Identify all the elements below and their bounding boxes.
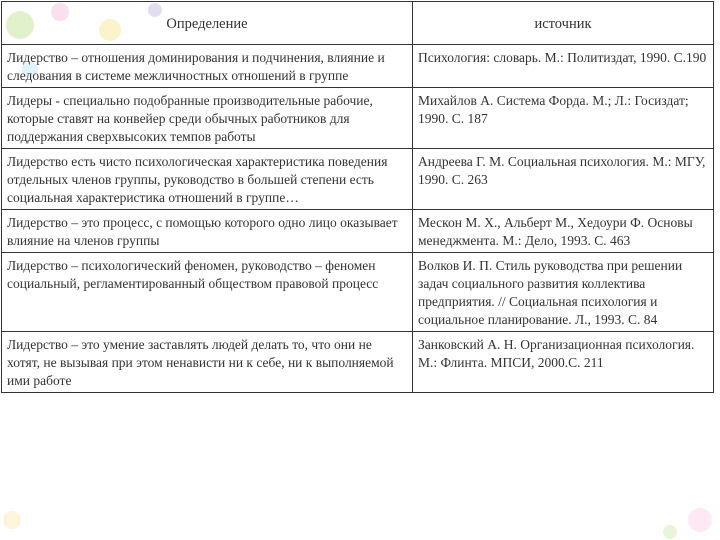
source-cell: Психология: словарь. М.: Политиздат, 1990. С.190	[413, 45, 714, 88]
definition-cell: Лидерство – отношения доминирования и подчинения, влияние и следования в системе межличностных отношений в группе	[2, 45, 413, 88]
table-row	[2, 210, 714, 253]
definition-cell: Лидерство есть чисто психологическая характеристика поведения отдельных членов группы, руководство в большей степени есть социальная характеристика отношений в группе…	[2, 149, 413, 210]
source-cell: Волков И. П. Стиль руководства при решении задач социального развития коллектива предприятия. // Социальная психология и социальное планирование. Л., 1993. С. 84	[413, 253, 714, 332]
header-source: источник	[413, 2, 714, 45]
deco-dot	[688, 508, 712, 532]
header-definition: Определение	[2, 2, 413, 45]
table-row	[2, 88, 714, 149]
source-cell: Михайлов А. Система Форда. М.; Л.: Госиздат; 1990. С. 187	[413, 88, 714, 149]
deco-dot	[3, 511, 21, 529]
deco-dot	[663, 525, 677, 539]
table-row	[2, 45, 714, 88]
source-cell: Мескон М. Х., Альберт М., Хедоури Ф. Основы менеджмента. М.: Дело, 1993. С. 463	[413, 210, 714, 253]
source-cell: Андреева Г. М. Социальная психология. М.: МГУ, 1990. С. 263	[413, 149, 714, 210]
table-header-row	[2, 2, 714, 45]
definition-cell: Лидерство – психологический феномен, руководство – феномен социальный, регламентированный обществом правовой процесс	[2, 253, 413, 332]
definition-cell: Лидерство – это умение заставлять людей делать то, что они не хотят, не вызывая при этом ненависти ни к себе, ни к выполняемой ими работе	[2, 332, 413, 393]
table-row	[2, 149, 714, 210]
definitions-table	[1, 1, 714, 393]
table-row	[2, 332, 714, 393]
source-cell: Занковский А. Н. Организационная психология. М.: Флинта. МПСИ, 2000.С. 211	[413, 332, 714, 393]
definition-cell: Лидеры - специально подобранные производительные рабочие, которые ставят на конвейер среди обычных работников для поддержания сверхвысоких темпов работы	[2, 88, 413, 149]
definition-cell: Лидерство – это процесс, с помощью которого одно лицо оказывает влияние на членов группы	[2, 210, 413, 253]
table-row	[2, 253, 714, 332]
